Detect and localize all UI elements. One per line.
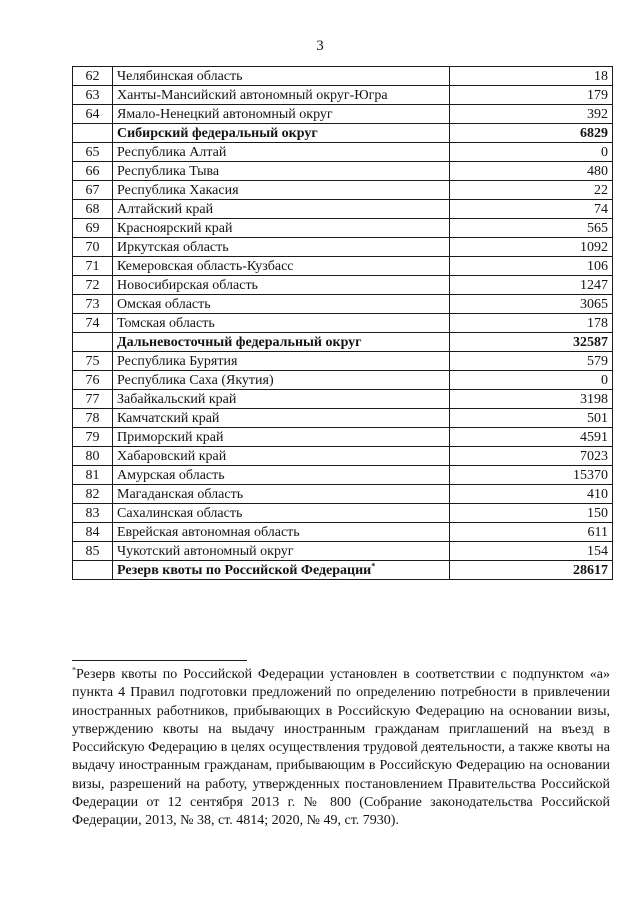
region-name: Магаданская область <box>113 485 450 504</box>
region-name: Забайкальский край <box>113 390 450 409</box>
page-number: 3 <box>316 38 324 54</box>
quota-value: 480 <box>450 162 613 181</box>
row-number: 81 <box>73 466 113 485</box>
row-number: 82 <box>73 485 113 504</box>
table-row <box>73 295 613 314</box>
table-row <box>73 371 613 390</box>
quota-value: 4591 <box>450 428 613 447</box>
region-name: Республика Бурятия <box>113 352 450 371</box>
row-number: 75 <box>73 352 113 371</box>
footnote-text: Резерв квоты по Российской Федерации установлен в соответствии с подпунктом «а» пункта 4 Правил подготовки предложений по определению потребности в привлечении иностранных работников, прибывающих в Российскую Федерацию на основании визы, утверждению квоты на выдачу иностранным гражданам приглашений на въезд в Российскую Федерацию в целях осуществления трудовой деятельности, а также квоты на выдачу иностранным гражданам, прибывающим в Российскую Федерацию на основании визы, разрешений на работу, утвержденных постановлением Правительства Российской Федерации от 12 сентября 2013 г. № 800 (Собрание законодательства Российской Федерации, 2013, № 38, ст. 4814; 2020, № 49, ст. 7930). <box>72 667 610 829</box>
region-name: Кемеровская область-Кузбасс <box>113 257 450 276</box>
row-number: 73 <box>73 295 113 314</box>
table-row <box>73 485 613 504</box>
region-name: Приморский край <box>113 428 450 447</box>
table-row <box>73 447 613 466</box>
quota-value: 392 <box>450 105 613 124</box>
row-number: 76 <box>73 371 113 390</box>
region-name: Республика Алтай <box>113 143 450 162</box>
table-row <box>73 504 613 523</box>
region-name: Ямало-Ненецкий автономный округ <box>113 105 450 124</box>
row-number: 62 <box>73 67 113 86</box>
table-row <box>73 276 613 295</box>
quota-value: 3065 <box>450 295 613 314</box>
quota-value: 32587 <box>450 333 613 352</box>
quota-value: 565 <box>450 219 613 238</box>
row-number: 79 <box>73 428 113 447</box>
quota-value: 22 <box>450 181 613 200</box>
region-name: Омская область <box>113 295 450 314</box>
row-number: 85 <box>73 542 113 561</box>
quota-value: 1092 <box>450 238 613 257</box>
row-number: 77 <box>73 390 113 409</box>
reserve-value: 28617 <box>450 561 613 580</box>
quota-value: 7023 <box>450 447 613 466</box>
region-name: Челябинская область <box>113 67 450 86</box>
region-name: Хабаровский край <box>113 447 450 466</box>
table-row <box>73 542 613 561</box>
region-name: Сибирский федеральный округ <box>113 124 450 143</box>
table-row <box>73 219 613 238</box>
table-row <box>73 314 613 333</box>
table-row <box>73 466 613 485</box>
quota-value: 501 <box>450 409 613 428</box>
region-name: Еврейская автономная область <box>113 523 450 542</box>
row-number: 78 <box>73 409 113 428</box>
quota-value: 410 <box>450 485 613 504</box>
footnote-marker: * <box>371 560 376 570</box>
region-name: Республика Саха (Якутия) <box>113 371 450 390</box>
quota-value: 0 <box>450 143 613 162</box>
table-row <box>73 181 613 200</box>
footnote-rule <box>72 660 247 661</box>
table-row <box>73 257 613 276</box>
footnote-marker: * <box>72 665 76 675</box>
region-name: Красноярский край <box>113 219 450 238</box>
region-name: Республика Тыва <box>113 162 450 181</box>
row-number: 71 <box>73 257 113 276</box>
footnote <box>72 666 610 831</box>
quota-table-body <box>73 67 613 561</box>
region-name: Дальневосточный федеральный округ <box>113 333 450 352</box>
row-number: 83 <box>73 504 113 523</box>
reserve-name-cell <box>113 561 450 580</box>
table-row <box>73 162 613 181</box>
region-name: Томская область <box>113 314 450 333</box>
region-name: Амурская область <box>113 466 450 485</box>
table-row <box>73 390 613 409</box>
table-row <box>73 523 613 542</box>
table-row <box>73 67 613 86</box>
quota-value: 611 <box>450 523 613 542</box>
quota-value: 15370 <box>450 466 613 485</box>
region-name: Ханты-Мансийский автономный округ-Югра <box>113 86 450 105</box>
row-number: 68 <box>73 200 113 219</box>
row-number: 72 <box>73 276 113 295</box>
row-number: 66 <box>73 162 113 181</box>
quota-value: 18 <box>450 67 613 86</box>
quota-value: 179 <box>450 86 613 105</box>
row-number: 69 <box>73 219 113 238</box>
row-number: 84 <box>73 523 113 542</box>
row-number: 67 <box>73 181 113 200</box>
row-number: 65 <box>73 143 113 162</box>
quota-value: 3198 <box>450 390 613 409</box>
region-name: Камчатский край <box>113 409 450 428</box>
quota-value: 154 <box>450 542 613 561</box>
table-row <box>73 428 613 447</box>
row-number: 80 <box>73 447 113 466</box>
quota-value: 1247 <box>450 276 613 295</box>
table-row <box>73 143 613 162</box>
district-row <box>73 333 613 352</box>
reserve-row <box>73 561 613 580</box>
table-row <box>73 86 613 105</box>
row-number <box>73 333 113 352</box>
region-name: Новосибирская область <box>113 276 450 295</box>
table-row <box>73 352 613 371</box>
table-row <box>73 409 613 428</box>
quota-value: 106 <box>450 257 613 276</box>
quota-value: 0 <box>450 371 613 390</box>
quota-value: 150 <box>450 504 613 523</box>
row-number <box>73 124 113 143</box>
row-number: 63 <box>73 86 113 105</box>
region-name: Чукотский автономный округ <box>113 542 450 561</box>
row-number: 70 <box>73 238 113 257</box>
region-name: Иркутская область <box>113 238 450 257</box>
table-row <box>73 200 613 219</box>
district-row <box>73 124 613 143</box>
quota-table <box>72 66 613 580</box>
quota-value: 178 <box>450 314 613 333</box>
row-number <box>73 561 113 580</box>
row-number: 74 <box>73 314 113 333</box>
region-name: Сахалинская область <box>113 504 450 523</box>
reserve-name: Резерв квоты по Российской Федерации <box>117 562 372 578</box>
table-row <box>73 105 613 124</box>
quota-value: 579 <box>450 352 613 371</box>
quota-value: 74 <box>450 200 613 219</box>
row-number: 64 <box>73 105 113 124</box>
region-name: Республика Хакасия <box>113 181 450 200</box>
table-row <box>73 238 613 257</box>
quota-value: 6829 <box>450 124 613 143</box>
region-name: Алтайский край <box>113 200 450 219</box>
